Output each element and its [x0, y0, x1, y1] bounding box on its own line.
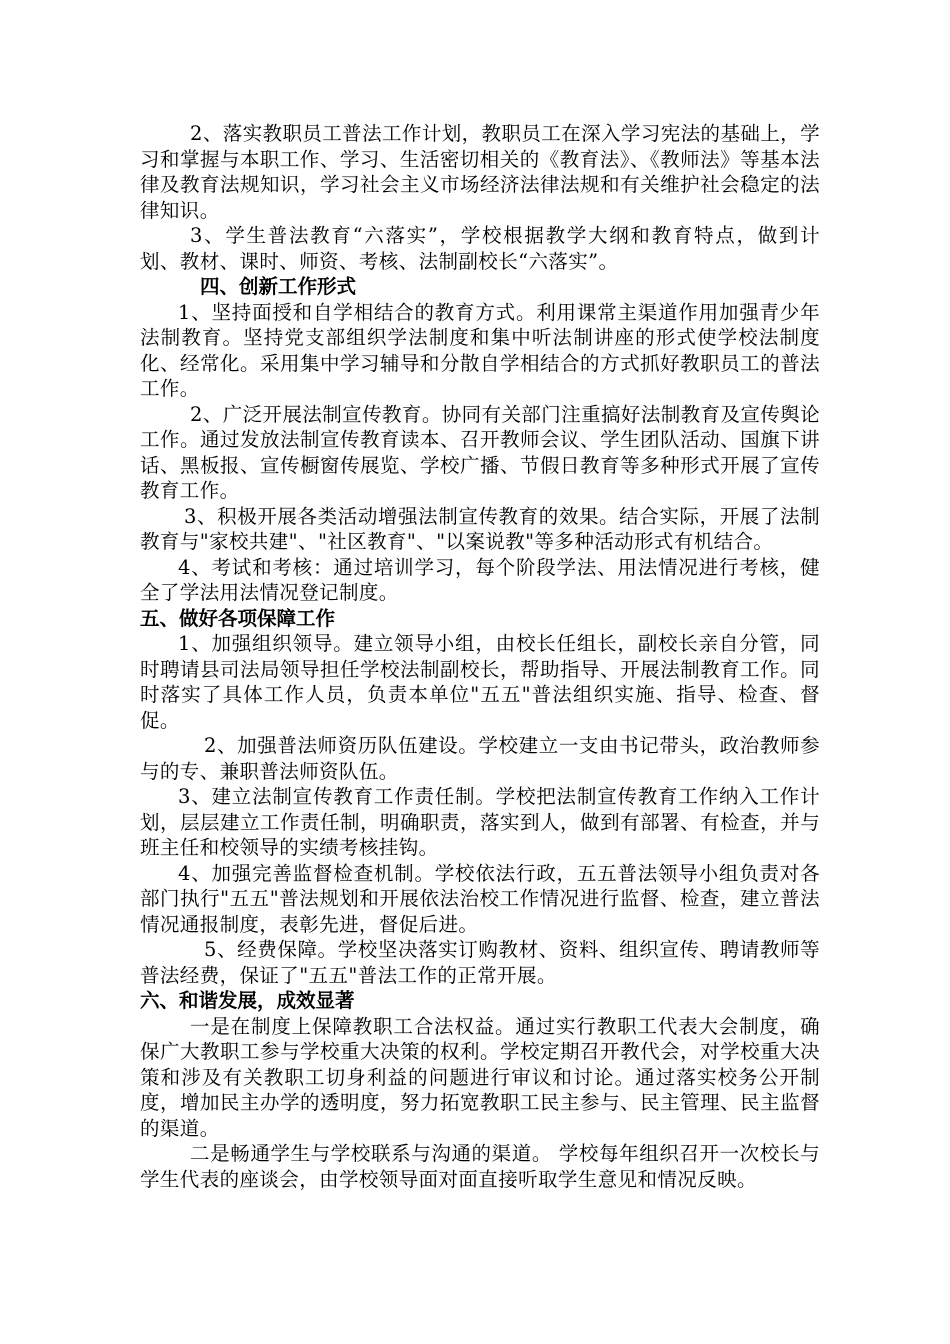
section-heading-5: 五、做好各项保障工作 — [140, 606, 336, 630]
paragraph-exams: 4、考试和考核：通过培训学习，每个阶段学法、用法情况进行考核，健全了学法用法情况登记制度。 — [140, 555, 820, 604]
document-page — [140, 121, 820, 1192]
paragraph-teaching-methods: 1、坚持面授和自学相结合的教育方式。利用课常主渠道作用加强青少年法制教育。坚持党支部组织学法制度和集中听法制讲座的形式使学校法制度化、经常化。采用集中学习辅导和分散自学相结合的方式抓好教职员工的普法工作。 — [140, 300, 820, 400]
paragraph-activities: 3、积极开展各类活动增强法制宣传教育的效果。结合实际，开展了法制教育与"家校共建"、"社区教育"、"以案说教"等多种活动形式有机结合。 — [140, 504, 820, 553]
paragraph-student-education: 3、学生普法教育“六落实”，学校根据教学大纲和教育特点，做到计划、教材、课时、师资、考核、法制副校长“六落实”。 — [140, 224, 820, 273]
paragraph-responsibility: 3、建立法制宣传教育工作责任制。学校把法制宣传教育工作纳入工作计划，层层建立工作责任制，明确职责，落实到人，做到有部署、有检查，并与班主任和校领导的实绩考核挂钩。 — [140, 785, 820, 859]
paragraph-supervision: 4、加强完善监督检查机制。学校依法行政，五五普法领导小组负责对各部门执行"五五"普法规划和开展依法治校工作情况进行监督、检查，建立普法情况通报制度，表彰先进，督促后进。 — [140, 861, 820, 936]
paragraph-leadership: 1、加强组织领导。建立领导小组，由校长任组长，副校长亲自分管，同时聘请县司法局领导担任学校法制副校长，帮助指导、开展法制教育工作。同时落实了具体工作人员，负责本单位"五五"普法组织实施、指导、检查、督促。 — [140, 632, 820, 732]
paragraph-staff-plan: 2、落实教职员工普法工作计划，教职员工在深入学习宪法的基础上，学习和掌握与本职工作、学习、生活密切相关的《教育法》、《教师法》等基本法律及教育法规知识，学习社会主义市场经济法律法规和有关维护社会稳定的法律知识。 — [140, 122, 820, 222]
paragraph-funding: 5、经费保障。学校坚决落实订购教材、资料、组织宣传、聘请教师等普法经费，保证了"五五"普法工作的正常开展。 — [140, 938, 820, 987]
section-heading-6: 六、和谐发展，成效显著 — [140, 989, 355, 1012]
paragraph-teacher-team: 2、加强普法师资历队伍建设。学校建立一支由书记带头，政治教师参与的专、兼职普法师资队伍。 — [140, 734, 820, 783]
paragraph-publicity: 2、广泛开展法制宣传教育。协同有关部门注重搞好法制教育及宣传舆论工作。通过发放法制宣传教育读本、召开教师会议、学生团队活动、国旗下讲话、黑板报、宣传橱窗传展览、学校广播、节假日教育等多种形式开展了宣传教育工作。 — [140, 402, 820, 502]
section-heading-4: 四、创新工作形式 — [200, 275, 357, 298]
paragraph-student-channels: 二是畅通学生与学校联系与沟通的渠道。 学校每年组织召开一次校长与学生代表的座谈会，由学校领导面对面直接听取学生意见和情况反映。 — [140, 1142, 820, 1191]
paragraph-staff-rights: 一是在制度上保障教职工合法权益。通过实行教职工代表大会制度，确保广大教职工参与学校重大决策的权利。学校定期召开教代会，对学校重大决策和涉及有关教职工切身利益的问题进行审议和讨论。通过落实校务公开制度，增加民主办学的透明度，努力拓宽教职工民主参与、民主管理、民主监督的渠道。 — [140, 1014, 820, 1140]
